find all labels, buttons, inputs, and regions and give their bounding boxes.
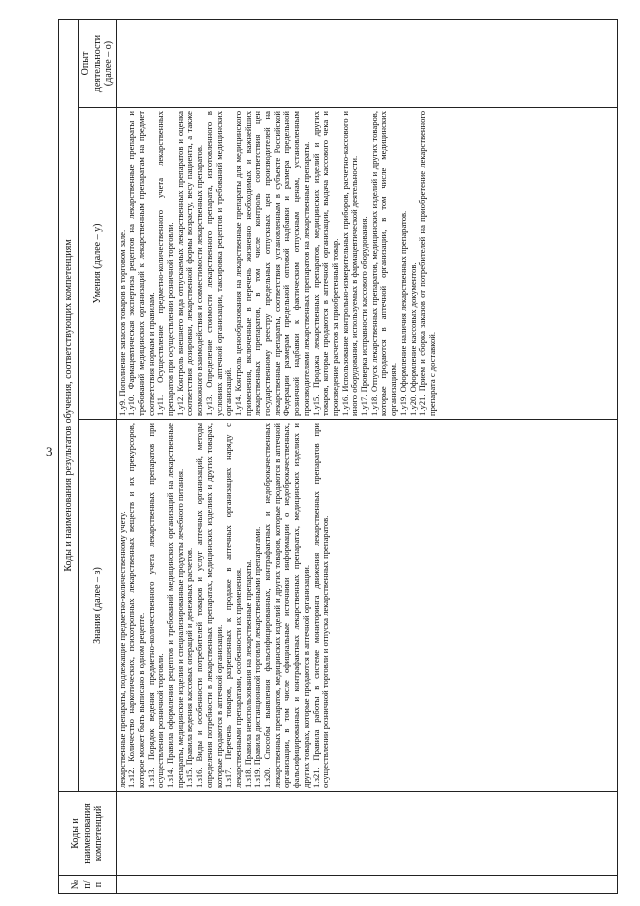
- knowledge-item: 1.з12. Количество наркотических, психотропных лекарственных веществ и их прекурсоров, которое может быть выписано в одном рецепте.: [126, 423, 146, 788]
- skill-item: 1.у19. Оформление наличия лекарственных препаратов.: [397, 210, 408, 416]
- competency-table: [58, 19, 618, 894]
- knowledge-cell: [116, 420, 618, 792]
- skill-item: 1.у16. Использование контрольно-измерительных приборов, расчетно-кассового и иного оборудования, используемых в фармацевтической деятельности.: [339, 111, 360, 416]
- knowledge-item: 1.з18. Правила неиспользования на лекарственные препараты.: [242, 559, 253, 788]
- header-knowledge: Знания (далее – з): [79, 420, 117, 792]
- knowledge-item: 1.з15. Правила ведения кассовых операций и денежных расчетов.: [184, 547, 195, 788]
- page-number: 3: [46, 444, 53, 459]
- knowledge-item: 1.з20. Способы выявления фальсифицированных, контрафактных и недоброкачественных лекарственных препаратов, медицинских изделий и других товаров, которые продаются в аптечной организации, в том числе официальные источники информации о недоброкачественных, фальсифицированных и контрафактных лекарственных препаратах, медицинских изделиях и других товарах, которые продаются в аптечной организации.: [262, 423, 311, 788]
- knowledge-item: 1.з13. Порядок ведения предметно-количественного учета лекарственных препаратов при осуществлении розничной торговли.: [145, 423, 166, 788]
- header-experience: Опыт деятельности (далее – о): [79, 20, 117, 108]
- skill-item: 1.у20. Оформление кассовых документов.: [407, 262, 418, 416]
- header-num: № п/п: [59, 876, 117, 894]
- knowledge-item: 1.з17. Перечень товаров, разрешенных к продаже в аптечных организациях наряду с лекарственными препаратами, особенности их применения.: [223, 423, 243, 788]
- header-skills: Умения (далее – у): [79, 108, 117, 420]
- knowledge-item: 1.з21. Правила работы в системе мониторинга движения лекарственных препаратов при осуществлении розничной торговли и отпуска лекарственных препаратов.: [310, 423, 331, 788]
- skill-item: 1.у18. Отпуск лекарственных препаратов, медицинских изделий и других товаров, которые продаются в аптечной организации, в том числе медицинских организациям.: [368, 111, 399, 416]
- cell-num: [116, 876, 618, 894]
- skills-cell: [116, 108, 618, 420]
- knowledge-item: 1.з16. Виды и особенности потребителей товаров и услуг аптечных организаций, методы определения потребности в лекарственных препаратах, медицинских изделиях и других товарах, которые продаются в аптечной организации.: [194, 423, 224, 788]
- skill-item: 1.у21. Прием и сборка заказов от потребителей на приобретение лекарственного препарата с доставкой.: [417, 111, 437, 416]
- skill-item: 1.у9. Пополнение запасов товаров в торговом зале.: [116, 229, 127, 416]
- cell-codes: [116, 792, 618, 876]
- skill-item: 1.у12. Контроль внешнего вида отпускаемых лекарственных препаратов и оценка соответствия дозировки, лекарственной формы возрасту, весу пациента, а также возможного взаимодействия и совместимости лекарственных препаратов.: [174, 111, 205, 416]
- skill-item: 1.у15. Продажа лекарственных препаратов, медицинских изделий и других товаров, которые продаются в аптечной организации, выдача кассового чека и произведение расчетов за приобретенный товар.: [310, 111, 340, 416]
- header-codes: Коды и наименования компетенций: [59, 792, 117, 876]
- header-group-title: Коды и наименования результатов обучения, соответствующих компетенциям: [59, 20, 79, 792]
- skill-item: 1.у14. Контроль ценообразования на лекарственные препараты для медицинского применения, включенные в перечень жизненно необходимых и важнейших лекарственных препаратов, в том числе контроль соответствия цен государственному реестру предельных отпускных цен производителей на лекарственные препараты, соответствия установленным в субъекте Российской Федерации размерам предельной оптовой надбавки и размера предельной розничной надбавки к фактическим отпускным ценам, установленным производителями лекарственных препаратов на лекарственные препараты.: [232, 111, 311, 416]
- skill-item: 1.у17. Проверка исправности кассового оборудования.: [359, 216, 370, 416]
- knowledge-item: 1.з14. Правила оформления рецептов и требований медицинских организаций на лекарственные препараты, медицинские изделия и специализированные продукты лечебного питания.: [165, 423, 185, 788]
- competency-table-rotated: [58, 20, 618, 894]
- knowledge-item: лекарственные препараты, подлежащие предметно-количественному учету.: [116, 511, 127, 788]
- knowledge-item: 1.з19. Правила дистанционной торговли лекарственными препаратами.: [252, 526, 263, 788]
- experience-cell: [116, 20, 618, 108]
- skill-item: 1.у13. Определение стоимости лекарственного препарата, изготовленного в условиях аптечной организации, таксировка рецептов и требований медицинских организаций.: [203, 111, 234, 416]
- skill-item: 1.у10. Фармацевтическая экспертиза рецептов на лекарственные препараты и требований медицинских организаций к лекарственным препаратам на предмет соответствия нормам и правилам.: [126, 111, 156, 416]
- skill-item: 1.у11. Осуществление предметно-количественного учета лекарственных препаратов при осуществлении розничной торговли.: [155, 111, 176, 416]
